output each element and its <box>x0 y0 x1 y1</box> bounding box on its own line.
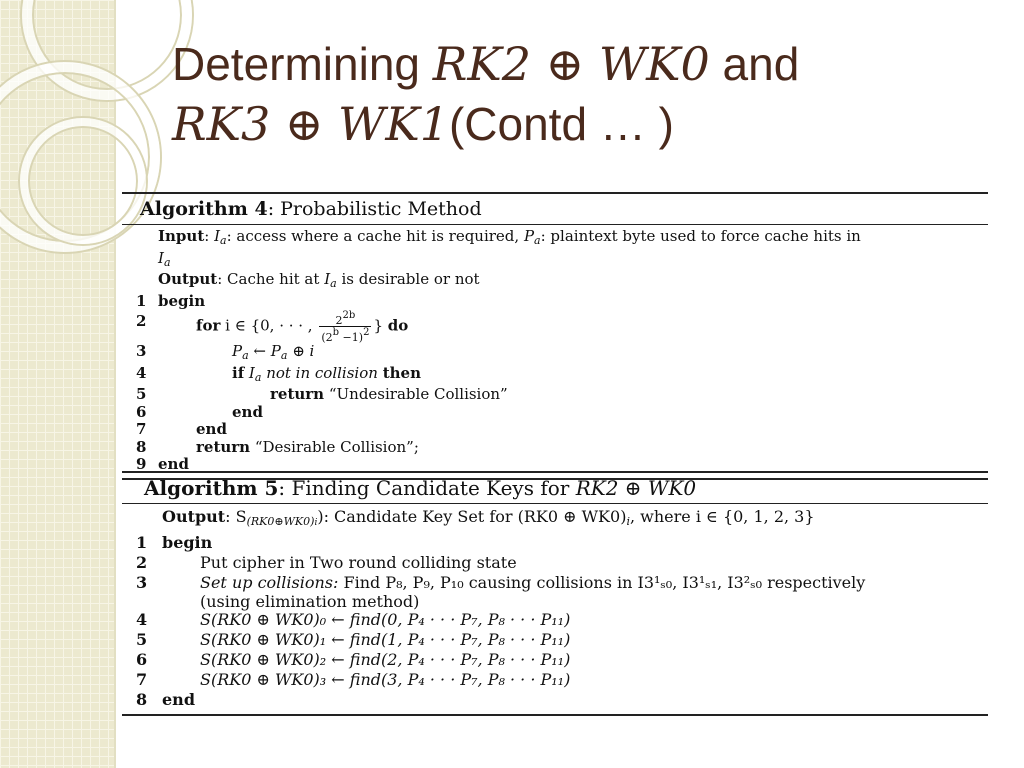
algorithm-line: 5 S(RK0 ⊕ WK0)₁ ← find(1, P₄ · · · P₇, P₈ · · · P₁₁) <box>136 630 571 649</box>
algorithm-output: Output: $S_{(RK0\oplus WK0)i}$): Candidate Key Set for (RK0 ⊕ $WK0)_i$, where i ∈ {0, 1, 2, 3} <box>162 507 815 528</box>
algorithm-line: 7 S(RK0 ⊕ WK0)₃ ← find(3, P₄ · · · P₇, P₈ · · · P₁₁) <box>136 670 571 689</box>
algorithm-line: 4 if $I_a$ not in collision then <box>136 363 421 384</box>
algorithm-line: 8 return “Desirable Collision”; <box>136 437 419 456</box>
title-math: RK2 ⊕ WK0 <box>432 37 710 91</box>
algorithm-5-caption <box>122 473 988 503</box>
title-text: Determining <box>172 38 433 90</box>
algorithm-line: 9 end <box>136 455 189 473</box>
algorithm-line: 4 S(RK0 ⊕ WK0)₀ ← find(0, P₄ · · · P₇, P₈ · · · P₁₁) <box>136 610 571 629</box>
algorithm-output: Output: Cache hit at $I_a$ is desirable or not <box>158 270 480 290</box>
title-text: and <box>709 38 800 90</box>
algorithm-input: Input: $I_a$: access where a cache hit is required, $P_a$: plaintext byte used to force cache hits in <box>158 227 861 247</box>
algorithm-label: Algorithm 4 <box>140 198 268 220</box>
algorithm-line: 3 Set up collisions: Find P₈, P₉, P₁₀ causing collisions in I3¹ₛ₀, I3¹ₛ₁, I3²ₛ₀ respectively <box>136 573 866 592</box>
title-text: (Contd … ) <box>448 98 674 150</box>
algorithm-line: 6 S(RK0 ⊕ WK0)₂ ← find(2, P₄ · · · P₇, P₈ · · · P₁₁) <box>136 650 571 669</box>
algorithm-5-box <box>122 471 988 716</box>
algorithm-line: 3 $P_a$ ← $P_a$ ⊕ i <box>136 342 315 362</box>
algorithm-line: (using elimination method) <box>200 592 420 611</box>
algorithm-name-math: RK2 ⊕ WK0 <box>575 476 697 500</box>
algorithm-label: Algorithm 5 <box>144 476 279 500</box>
algorithm-line: 1 begin <box>136 291 206 310</box>
algorithm-line: 5 return “Undesirable Collision” <box>136 385 508 403</box>
algorithm-line: 6 end <box>136 402 263 421</box>
algorithm-line: 2 Put cipher in Two round colliding state <box>136 553 517 572</box>
algorithm-line: 7 end <box>136 420 227 438</box>
algorithm-name: : Finding Candidate Keys for <box>278 476 576 500</box>
algorithm-line: 2 for i ∈ {0, · · · , $\frac{22b}{(2b -1)2}$ } do <box>136 310 409 344</box>
algorithm-line: 8 end <box>136 690 195 709</box>
slide-title <box>172 34 992 154</box>
algorithm-name: : Probabilistic Method <box>267 198 482 220</box>
algorithm-4-box <box>122 192 988 480</box>
title-math: RK3 ⊕ WK1 <box>172 97 449 151</box>
algorithm-input-cont: $I_a$ <box>158 248 171 269</box>
algorithm-line: 1 begin <box>136 533 213 552</box>
algorithm-4-caption <box>122 194 988 224</box>
